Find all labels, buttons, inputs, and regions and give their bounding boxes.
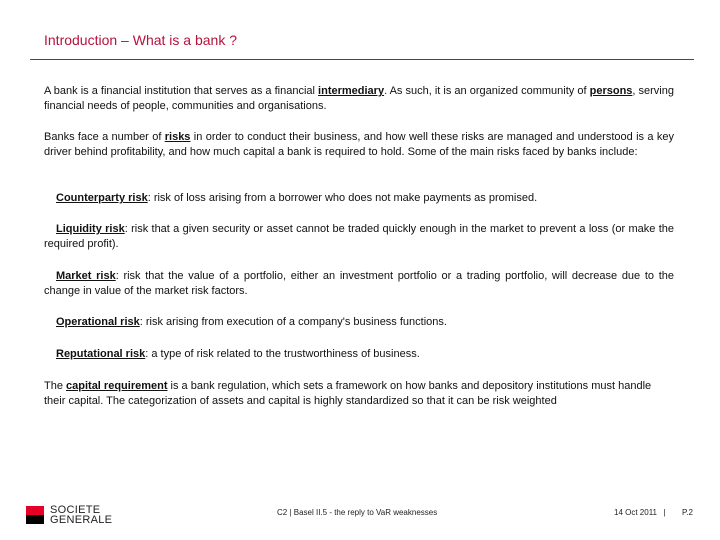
risk-term[interactable]: Counterparty risk: [56, 192, 148, 204]
text: , serving financial needs of people, communities and organisations.: [44, 85, 674, 112]
capital-requirement-paragraph: [44, 379, 674, 408]
term-risks[interactable]: risks: [164, 131, 191, 143]
text: The: [44, 380, 67, 392]
text: Banks face a number of: [44, 131, 165, 143]
text: in order to conduct their business, and how well these risks are managed and understood is a key driver behind profitability, and how much capital a bank is required to hold. Some of the main risks faced by banks include:: [44, 131, 674, 158]
risk-desc: : risk of loss arising from a borrower who does not make payments as promised.: [147, 192, 538, 204]
footer-page-number: P.2: [682, 508, 693, 517]
risk-term[interactable]: Market risk: [56, 270, 116, 282]
societe-generale-logo: [26, 505, 112, 525]
bank-definition-paragraph: [44, 84, 674, 113]
risk-item: [44, 269, 674, 298]
risk-item: [44, 222, 674, 251]
risk-desc: : risk that a given security or asset cannot be traded quickly enough in the market to prevent a loss (or make the required profit).: [44, 223, 674, 250]
term-capital-requirement[interactable]: capital requirement: [66, 380, 168, 392]
risk-term[interactable]: Operational risk: [56, 316, 140, 328]
risks-intro-paragraph: [44, 130, 674, 159]
logo-line2: GENERALE: [50, 514, 113, 526]
risk-desc: : risk that the value of a portfolio, either an investment portfolio or a trading portfolio, will decrease due to the change in value of the market risk factors.: [44, 270, 674, 297]
footer-presentation-title: C2 | Basel II.5 - the reply to VaR weaknesses: [277, 508, 438, 517]
risk-desc: : risk arising from execution of a company's business functions.: [139, 316, 447, 328]
risk-item: [44, 347, 674, 362]
page-title: Introduction – What is a bank ?: [44, 32, 237, 48]
footer-date: 14 Oct 2011 |: [614, 508, 666, 517]
logo-line1: SOCIETE: [50, 504, 101, 516]
text: A bank is a financial institution that serves as a financial: [44, 85, 319, 97]
risk-term[interactable]: Reputational risk: [56, 348, 146, 360]
risk-item: [44, 315, 674, 330]
title-divider: [30, 59, 694, 60]
risk-desc: : a type of risk related to the trustworthiness of business.: [145, 348, 420, 360]
risk-term[interactable]: Liquidity risk: [56, 223, 125, 235]
term-persons[interactable]: persons: [589, 85, 633, 97]
text: . As such, it is an organized community of: [384, 85, 590, 97]
logo-mark-icon: [26, 506, 44, 524]
term-intermediary[interactable]: intermediary: [318, 85, 385, 97]
text: is a bank regulation, which sets a framework on how banks and depository institutions must handle their capital. The categorization of assets and capital is highly standardized so that it can be risk weighted: [44, 380, 652, 407]
risk-item: [44, 191, 674, 206]
